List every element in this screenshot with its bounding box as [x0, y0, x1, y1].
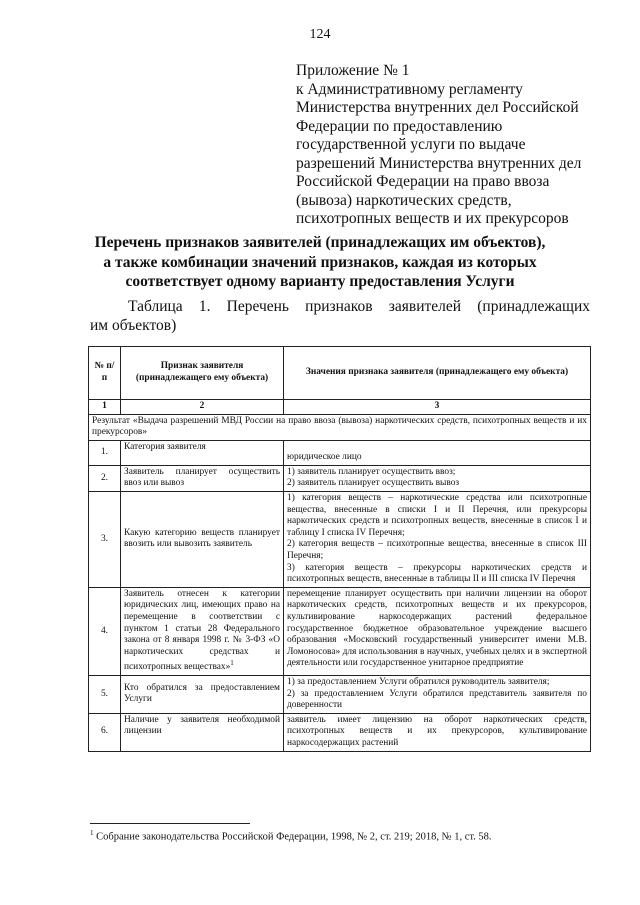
heading-line: Перечень признаков заявителей (принадлежащих им объектов),: [94, 234, 546, 251]
row-number: 6.: [89, 713, 121, 751]
row-feature: [121, 587, 284, 675]
row-values: [284, 676, 591, 714]
value-item: юридическое лицо: [287, 452, 362, 463]
footnote-mark: 1: [90, 829, 94, 837]
row-values: [284, 440, 591, 465]
value-item: 1) за предоставлением Услуги обратился руководитель заявителя;: [287, 677, 550, 687]
table-row: [89, 465, 591, 491]
table-row: [89, 491, 591, 587]
value-item: 1) заявитель планирует осуществить ввоз;: [287, 466, 456, 477]
value-item: 2) категория веществ – психотропные вещества, внесенные в список III Перечня;: [287, 539, 587, 561]
table-row: [89, 676, 591, 714]
value-item: 3) категория веществ – прекурсоры наркотических средств и психотропных веществ, внесенные в таблицы II и III списка IV Перечня: [287, 562, 587, 585]
document-heading: [60, 233, 580, 292]
appendix-line: государственной услуги по выдаче: [296, 136, 526, 153]
appendix-line: Российской Федерации на право ввоза: [296, 173, 550, 190]
appendix-line: Министерства внутренних дел Российской: [296, 99, 579, 116]
table-row: [89, 713, 591, 751]
result-text: Результат «Выдача разрешений МВД России на право ввоза (вывоза) наркотических средств, психотропных веществ и их прекурсоров»: [89, 414, 591, 440]
row-number: 1.: [89, 440, 121, 465]
column-number: 2: [121, 400, 284, 415]
result-row: [89, 414, 591, 440]
row-feature: Заявитель планирует осуществить ввоз или вывоз: [121, 465, 284, 491]
table-caption: [90, 297, 590, 335]
appendix-line: к Административному регламенту: [296, 80, 523, 98]
heading-line: соответствует одному варианту предоставления Услуги: [125, 273, 515, 290]
value-item: 2) за предоставлением Услуги обратился представитель заявителя по доверенности: [287, 688, 587, 711]
row-number: 5.: [89, 676, 121, 714]
heading-line: а также комбинации значений признаков, каждая из которых: [103, 253, 537, 271]
value-item: 1) категория веществ – наркотические средства или психотропные вещества, внесенные в списки I и II Перечня, или прекурсоры наркотических средств и психотропных веществ, внесенные в список I и таблицу I списка IV Перечня;: [287, 492, 587, 538]
row-feature: Наличие у заявителя необходимой лицензии: [121, 713, 284, 751]
footnote-text: Собрание законодательства Российской Федерации, 1998, № 2, ст. 219; 2018, № 1, ст. 58.: [96, 831, 492, 843]
row-feature: Категория заявителя: [121, 440, 284, 465]
row-feature: Какую категорию веществ планирует ввозить или вывозить заявитель: [121, 491, 284, 587]
column-number-row: [89, 400, 591, 415]
appendix-line: Федерации по предоставлению: [296, 117, 503, 135]
footnote-divider: [90, 823, 250, 824]
row-values: [284, 465, 591, 491]
header-feature: Признак заявителя (принадлежащего ему объекта): [121, 347, 284, 400]
appendix-header: [296, 62, 596, 229]
table-header-row: [89, 347, 591, 400]
column-number: 1: [89, 400, 121, 415]
appendix-line: психотропных веществ и их прекурсоров: [296, 210, 569, 227]
row-number: 2.: [89, 465, 121, 491]
row-values: [284, 491, 591, 587]
appendix-line: (вывоза) наркотических средств,: [296, 191, 512, 209]
header-values: Значения признака заявителя (принадлежащего ему объекта): [284, 347, 591, 400]
table-row: [89, 587, 591, 675]
table-caption-line: им объектов): [90, 317, 177, 334]
appendix-line: разрешений Министерства внутренних дел: [296, 154, 582, 172]
page-number: 124: [309, 27, 331, 42]
table-row: [89, 440, 591, 465]
header-num: № п/п: [89, 347, 121, 400]
applicant-features-table: [88, 346, 591, 752]
row-values: [284, 713, 591, 751]
feature-text: Заявитель отнесен к категории юридических лиц, имеющих право на перемещение в соответствии с пунктом 1 статьи 28 Федерального закона от 8 января 1998 г. № 3-ФЗ «О наркотических средствах и психотропных веществах»: [124, 588, 280, 673]
appendix-line: Приложение № 1: [296, 62, 410, 79]
value-item: 2) заявитель планирует осуществить вывоз: [287, 478, 460, 489]
row-feature: Кто обратился за предоставлением Услуги: [121, 676, 284, 714]
value-item: заявитель имеет лицензию на оборот наркотических средств, психотропных веществ и их прекурсоров, культивирование наркосодержащих растений: [287, 714, 587, 748]
column-number: 3: [284, 400, 591, 415]
row-number: 4.: [89, 587, 121, 675]
value-item: перемещение планирует осуществить при наличии лицензии на оборот наркотических средств, психотропных веществ и их прекурсоров, культивирование наркосодержащих растений федеральное государственное бюджетное образовательное учреждение высшего образования «Московский государственный университет имени М.В. Ломоносова» для использования в научных, учебных целях и в экспертной деятельности или государственное унитарное предприятие: [287, 588, 587, 669]
row-number: 3.: [89, 491, 121, 587]
row-values: [284, 587, 591, 675]
footnote-ref: 1: [230, 659, 234, 668]
table-caption-line: Таблица 1. Перечень признаков заявителей (принадлежащих: [128, 298, 590, 315]
footnote: [90, 829, 590, 843]
